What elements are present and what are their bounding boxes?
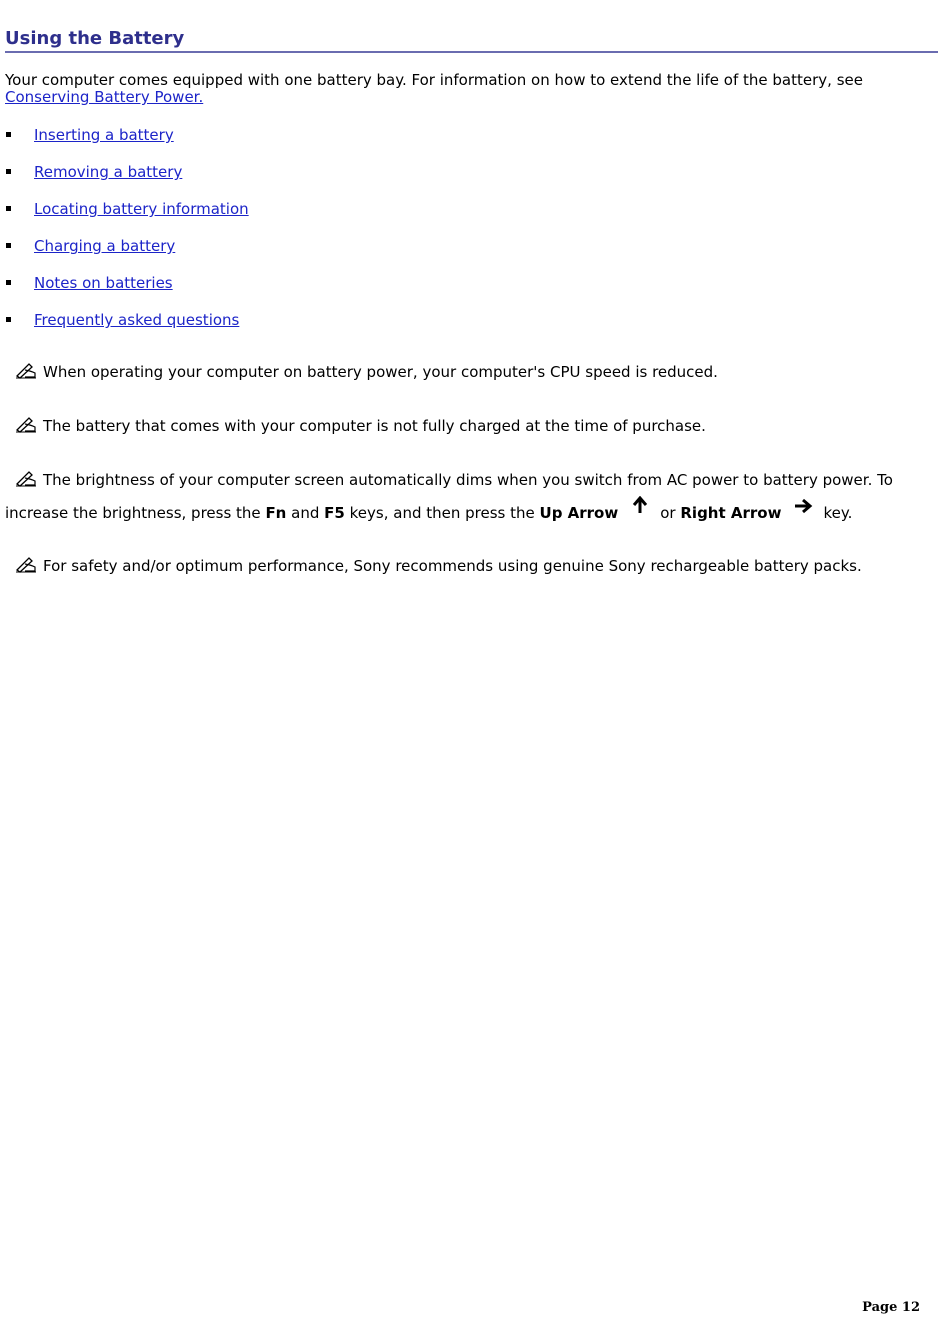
page-title: Using the Battery bbox=[5, 28, 938, 53]
note-text: When operating your computer on battery power, your computer's CPU speed is reduced. bbox=[43, 363, 718, 381]
note-text: For safety and/or optimum performance, Sony recommends using genuine Sony rechargeable battery packs. bbox=[43, 557, 862, 575]
right-arrow-key-label: Right Arrow bbox=[680, 504, 782, 522]
note-not-fully-charged bbox=[5, 410, 925, 442]
bullet-icon bbox=[6, 132, 11, 137]
intro-text: Your computer comes equipped with one battery bay. For information on how to extend the life of the battery, see bbox=[5, 71, 863, 89]
writing-hand-icon bbox=[15, 415, 37, 433]
link-removing-a-battery[interactable]: Removing a battery bbox=[34, 163, 183, 181]
bullet-icon bbox=[6, 243, 11, 248]
bullet-icon bbox=[6, 280, 11, 285]
f5-key-label: F5 bbox=[324, 504, 345, 522]
note-cpu-speed bbox=[5, 356, 925, 388]
bullet-icon bbox=[6, 206, 11, 211]
conserving-battery-power-link[interactable]: Conserving Battery Power. bbox=[5, 88, 204, 106]
note-text: or bbox=[660, 504, 676, 522]
up-arrow-key-label: Up Arrow bbox=[539, 504, 619, 522]
up-arrow-icon bbox=[630, 496, 650, 516]
link-frequently-asked-questions[interactable]: Frequently asked questions bbox=[34, 311, 240, 329]
writing-hand-icon bbox=[15, 469, 37, 487]
right-arrow-icon bbox=[793, 496, 813, 516]
bullet-icon bbox=[6, 317, 11, 322]
link-notes-on-batteries[interactable]: Notes on batteries bbox=[34, 274, 173, 292]
writing-hand-icon bbox=[15, 361, 37, 379]
link-inserting-a-battery[interactable]: Inserting a battery bbox=[34, 126, 174, 144]
intro-paragraph bbox=[5, 72, 925, 106]
fn-key-label: Fn bbox=[265, 504, 287, 522]
note-genuine-battery bbox=[5, 550, 925, 582]
writing-hand-icon bbox=[15, 555, 37, 573]
note-text: and bbox=[291, 504, 320, 522]
link-charging-a-battery[interactable]: Charging a battery bbox=[34, 237, 176, 255]
note-text: key. bbox=[823, 504, 853, 522]
note-text: keys, and then press the bbox=[349, 504, 535, 522]
note-text: The brightness of your computer screen automatically dims when you switch from AC power to battery power. To increase the brightness, press the bbox=[5, 471, 893, 522]
page-number: Page 12 bbox=[862, 1300, 920, 1315]
note-brightness bbox=[5, 464, 925, 529]
note-text: The battery that comes with your computer is not fully charged at the time of purchase. bbox=[43, 417, 706, 435]
link-locating-battery-information[interactable]: Locating battery information bbox=[34, 200, 249, 218]
bullet-icon bbox=[6, 169, 11, 174]
